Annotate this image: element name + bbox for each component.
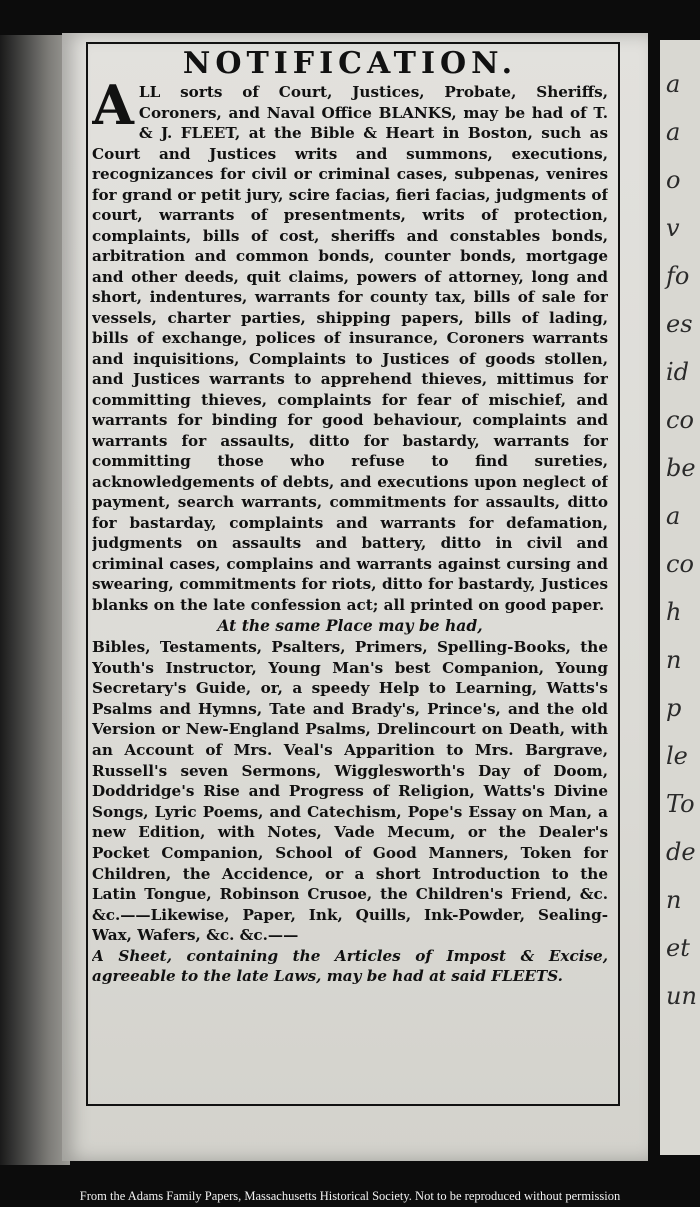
handwriting-fragment: h <box>666 598 682 626</box>
handwriting-fragment: co <box>666 550 694 578</box>
books-paragraph: Bibles, Testaments, Psalters, Primers, Spelling-Books, the Youth's Instructor, Young Man's best Companion, Young Secretary's Guide, or, a speedy Help to Learning, Watts's Psalms and Hymns, Tate and Brady's, Prince's, and the old Version or New-England Psalms, Drelincourt on Death, with an Account of Mrs. Veal's Apparition to Mrs. Bargrave, Russell's seven Sermons, Wigglesworth's Day of Doom, Doddridge's Rise and Progress of Religion, Watts's Divine Songs, Lyric Poems, and Catechism, Pope's Essay on Man, a new Edition, with Notes, Vade Mecum, or the Dealer's Pocket Companion, School of Good Manners, Token for Children, the Accidence, or a short Introduction to the Latin Tongue, Robinson Crusoe, the Children's Friend, &c. &c.——Likewise, Paper, Ink, Quills, Ink-Powder, Sealing-Wax, Wafers, &c. &c.—— <box>92 638 608 945</box>
drop-cap: A <box>92 73 134 137</box>
handwriting-fragment: es <box>666 310 693 338</box>
handwriting-fragment: de <box>666 838 696 866</box>
handwriting-fragment: co <box>666 406 694 434</box>
handwriting-fragment: id <box>666 358 690 386</box>
notice-title: NOTIFICATION. <box>182 46 518 81</box>
notice-content <box>92 46 608 1096</box>
handwriting-fragment: v <box>666 214 680 242</box>
margin-handwriting <box>666 60 700 1020</box>
handwriting-fragment: o <box>666 166 681 194</box>
blanks-paragraph-text: LL sorts of Court, Justices, Probate, Sheriffs, Coroners, and Naval Office BLANKS, may be had of T. & J. FLEET, at the Bible & Heart in Boston, such as Court and Justices writs and summons, executions, recognizances for civil or criminal cases, subpenas, venires for grand or petit jury, scire facias, fieri facias, judgments of court, warrants of presentments, writs of protection, complaints, bills of cost, sheriffs and constables bonds, arbitration and common bonds, counter bonds, mortgage and other deeds, quit claims, powers of attorney, long and short, indentures, warrants for county tax, bills of sale for vessels, charter parties, shipping papers, bills of lading, bills of exchange, polices of insurance, Coroners warrants and inquisitions, Complaints to Justices of goods stollen, and Justices warrants to apprehend thieves, mittimus for committing thieves, complaints for fear of mischief, and warrants for binding for good behaviour, complaints and warrants for assaults, ditto for bastardy, warrants for committing those who refuse to find sureties, acknowledgements of debts, and executions upon neglect of payment, search warrants, commitments for assaults, ditto for bastarday, complaints and warrants for defamation, judgments on assaults and battery, ditto in civil and criminal cases, complains and warrants against cursing and swearing, commitments for riots, ditto for bastardy, Justices blanks on the late confession act; all printed on good paper. <box>92 83 608 614</box>
handwriting-fragment: fo <box>666 262 690 290</box>
handwriting-fragment: To <box>666 790 695 818</box>
handwriting-fragment: le <box>666 742 688 770</box>
handwriting-fragment: p <box>666 694 682 722</box>
handwriting-fragment: n <box>666 646 682 674</box>
handwriting-fragment: et <box>666 934 690 962</box>
handwriting-fragment: a <box>666 502 681 530</box>
book-spine-edge <box>0 35 70 1165</box>
archive-caption: From the Adams Family Papers, Massachusetts Historical Society. Not to be reproduced without permission <box>79 1189 621 1203</box>
handwriting-fragment: n <box>666 886 682 914</box>
handwriting-fragment: a <box>666 70 681 98</box>
handwriting-fragment: a <box>666 118 681 146</box>
same-place-heading: At the same Place may be had, <box>217 616 483 635</box>
impost-excise-note: A Sheet, containing the Articles of Impost & Excise, agreeable to the late Laws, may be had at said FLEETS. <box>92 946 608 986</box>
handwriting-fragment: be <box>666 454 696 482</box>
blanks-paragraph <box>92 73 608 615</box>
handwriting-fragment: un <box>666 982 697 1010</box>
